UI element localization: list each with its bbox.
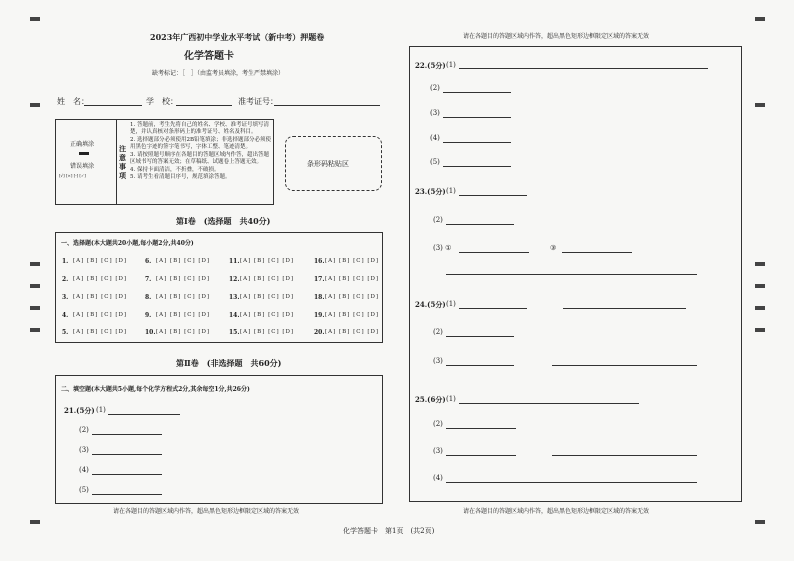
q21-part-2-blank[interactable] bbox=[92, 434, 162, 435]
q25-part-3a-blank[interactable] bbox=[446, 455, 516, 456]
registration-mark bbox=[30, 520, 40, 524]
fill-in-box bbox=[55, 375, 383, 504]
q21-part-5-label: (5) bbox=[79, 486, 89, 494]
choice-box bbox=[55, 232, 383, 343]
q25-part-3b-blank[interactable] bbox=[552, 455, 697, 456]
notes-list bbox=[130, 122, 272, 181]
q24-part-2-blank[interactable] bbox=[446, 336, 514, 337]
choice-options[interactable]: [A] [B] [C] [D] bbox=[156, 329, 211, 335]
q25-part-2-label: (2) bbox=[433, 420, 443, 428]
registration-mark bbox=[755, 262, 765, 266]
correct-fill-label: 正确填涂 bbox=[70, 141, 95, 148]
choice-options[interactable]: [A] [B] [C] [D] bbox=[325, 294, 380, 300]
q21-part-4-label: (4) bbox=[79, 466, 89, 474]
notes-side-label: 注意事项 bbox=[119, 144, 126, 181]
q22-part-2-label: (2) bbox=[430, 84, 440, 92]
exam-number-field[interactable] bbox=[274, 105, 380, 106]
choice-options[interactable]: [A] [B] [C] [D] bbox=[156, 312, 211, 318]
school-field[interactable] bbox=[176, 105, 232, 106]
exam-number-label: 准考证号： bbox=[238, 97, 278, 106]
choice-question-number: 7. bbox=[145, 276, 152, 283]
q22-part-4-label: (4) bbox=[430, 134, 440, 142]
q25-part-4-label: (4) bbox=[433, 474, 443, 482]
q23-part-2-label: (2) bbox=[433, 216, 443, 224]
registration-mark bbox=[755, 17, 765, 21]
q24-part-3-label: (3) bbox=[433, 357, 443, 365]
choice-question-number: 18. bbox=[314, 294, 325, 301]
q23-part-1-blank[interactable] bbox=[459, 195, 527, 196]
choice-question-number: 15. bbox=[229, 329, 240, 336]
q21-part-3-label: (3) bbox=[79, 446, 89, 454]
q24-part-3a-blank[interactable] bbox=[446, 365, 514, 366]
choice-heading: 一、选择题(本大题共20小题,每小题2分,共40分) bbox=[61, 240, 194, 247]
choice-question-number: 20. bbox=[314, 329, 325, 336]
note-item: 2. 选择题部分必须使用2B铅笔填涂；非选择题部分必须使用黑色字迹的签字笔书写，字体工整、笔迹清楚。 bbox=[130, 136, 272, 151]
choice-question-number: 19. bbox=[314, 312, 325, 319]
section2-title: 第Ⅱ卷 (非选择题 共60分) bbox=[176, 358, 282, 368]
q25-part-4-blank[interactable] bbox=[446, 482, 697, 483]
q22-part-3-blank[interactable] bbox=[443, 117, 511, 118]
sheet-title: 化学答题卡 bbox=[184, 51, 234, 62]
absent-mark-label: 缺考标记：［ ］（由监考员填涂，考生严禁填涂） bbox=[152, 70, 285, 77]
page-footer: 化学答题卡 第1页 (共2页) bbox=[343, 527, 435, 535]
choice-question-number: 6. bbox=[145, 258, 152, 265]
registration-mark bbox=[30, 284, 40, 288]
school-label: 学 校： bbox=[146, 97, 178, 106]
q22-part-5-blank[interactable] bbox=[443, 166, 511, 167]
right-top-warning: 请在各题目的答题区域内作答，超出黑色矩形边框限定区域的答案无效 bbox=[463, 33, 650, 40]
choice-question-number: 17. bbox=[314, 276, 325, 283]
choice-options[interactable]: [A] [B] [C] [D] bbox=[73, 276, 128, 282]
choice-options[interactable]: [A] [B] [C] [D] bbox=[240, 329, 295, 335]
choice-options[interactable]: [A] [B] [C] [D] bbox=[156, 258, 211, 264]
note-item: 4. 保持卡面清洁，不折叠，不破损。 bbox=[130, 166, 220, 173]
q21-part-2-label: (2) bbox=[79, 426, 89, 434]
registration-mark bbox=[30, 17, 40, 21]
choice-question-number: 2. bbox=[62, 276, 69, 283]
registration-mark bbox=[755, 306, 765, 310]
left-warning: 请在各题目的答题区域内作答，超出黑色矩形边框限定区域的答案无效 bbox=[113, 508, 300, 515]
choice-options[interactable]: [A] [B] [C] [D] bbox=[325, 258, 380, 264]
correct-fill-sample bbox=[79, 152, 89, 155]
q24-part-3b-blank[interactable] bbox=[552, 365, 697, 366]
name-field[interactable] bbox=[84, 105, 142, 106]
q23-part-3-label: (3) ① bbox=[433, 244, 452, 252]
note-item: 5. 请考生看清题目序号，规范填涂答题。 bbox=[130, 173, 231, 180]
registration-mark bbox=[30, 328, 40, 332]
note-item: 1. 答题前，考生先将自己的姓名、学校、准考证号填写清楚，并认真核对条形码上的准考证号、姓名及科目。 bbox=[130, 122, 269, 136]
q24-part-1a-blank[interactable] bbox=[459, 308, 527, 309]
q23-part-2-blank[interactable] bbox=[446, 224, 514, 225]
choice-options[interactable]: [A] [B] [C] [D] bbox=[73, 258, 128, 264]
barcode-label: 条形码粘贴区 bbox=[307, 160, 349, 168]
choice-options[interactable]: [A] [B] [C] [D] bbox=[73, 312, 128, 318]
q23-part-1-label: (1) bbox=[446, 187, 456, 195]
choice-options[interactable]: [A] [B] [C] [D] bbox=[73, 294, 128, 300]
q22-part-1-label: (1) bbox=[446, 61, 456, 69]
q24-label: 24.(5分) bbox=[415, 300, 446, 309]
choice-options[interactable]: [A] [B] [C] [D] bbox=[325, 312, 380, 318]
choice-question-number: 11. bbox=[229, 258, 240, 265]
exam-title: 2023年广西初中学业水平考试（新中考）押题卷 bbox=[150, 32, 325, 42]
choice-question-number: 10. bbox=[145, 329, 156, 336]
choice-question-number: 1. bbox=[62, 258, 69, 265]
choice-options[interactable]: [A] [B] [C] [D] bbox=[240, 294, 295, 300]
choice-options[interactable]: [A] [B] [C] [D] bbox=[325, 329, 380, 335]
choice-question-number: 4. bbox=[62, 312, 69, 319]
q22-part-1-blank[interactable] bbox=[459, 68, 708, 69]
choice-question-number: 16. bbox=[314, 258, 325, 265]
choice-options[interactable]: [A] [B] [C] [D] bbox=[325, 276, 380, 282]
registration-mark bbox=[755, 103, 765, 107]
registration-mark bbox=[30, 262, 40, 266]
q21-part-5-blank[interactable] bbox=[92, 494, 162, 495]
q23-part-3a-blank[interactable] bbox=[459, 252, 529, 253]
registration-mark bbox=[755, 284, 765, 288]
choice-question-number: 3. bbox=[62, 294, 69, 301]
registration-mark bbox=[755, 520, 765, 524]
choice-options[interactable]: [A] [B] [C] [D] bbox=[156, 294, 211, 300]
q23-label: 23.(5分) bbox=[415, 187, 446, 196]
choice-question-number: 14. bbox=[229, 312, 240, 319]
q21-label: 21.(5分) bbox=[64, 406, 95, 415]
q22-part-5-label: (5) bbox=[430, 158, 440, 166]
fill-in-heading: 二、填空题(本大题共5小题,每个化学方程式2分,其余每空1分,共26分) bbox=[61, 386, 250, 393]
choice-question-number: 9. bbox=[145, 312, 152, 319]
q24-part-1-label: (1) bbox=[446, 300, 456, 308]
choice-options[interactable]: [A] [B] [C] [D] bbox=[156, 276, 211, 282]
wrong-fill-label: 错误填涂 bbox=[70, 163, 95, 170]
q25-label: 25.(6分) bbox=[415, 395, 446, 404]
q23-part-3b-label: ③ bbox=[550, 244, 557, 252]
choice-options[interactable]: [A] [B] [C] [D] bbox=[240, 276, 295, 282]
q21-part-4-blank[interactable] bbox=[92, 474, 162, 475]
wrong-fill-samples: [√] [×] [-] [✓] bbox=[59, 173, 86, 178]
choice-question-number: 13. bbox=[229, 294, 240, 301]
q21-part-1-blank[interactable] bbox=[108, 414, 180, 415]
registration-mark bbox=[30, 306, 40, 310]
registration-mark bbox=[755, 328, 765, 332]
q23-part-3b-blank[interactable] bbox=[562, 252, 632, 253]
q25-part-1-blank[interactable] bbox=[459, 403, 639, 404]
choice-options[interactable]: [A] [B] [C] [D] bbox=[240, 258, 295, 264]
q24-part-2-label: (2) bbox=[433, 328, 443, 336]
q22-part-3-label: (3) bbox=[430, 109, 440, 117]
q25-part-3-label: (3) bbox=[433, 447, 443, 455]
section1-title: 第Ⅰ卷 (选择题 共40分) bbox=[176, 216, 271, 226]
choice-question-number: 8. bbox=[145, 294, 152, 301]
name-label: 姓 名： bbox=[57, 97, 89, 106]
choice-options[interactable]: [A] [B] [C] [D] bbox=[73, 329, 128, 335]
q25-part-1-label: (1) bbox=[446, 395, 456, 403]
right-bottom-warning: 请在各题目的答题区域内作答，超出黑色矩形边框限定区域的答案无效 bbox=[463, 508, 650, 515]
q25-part-2-blank[interactable] bbox=[446, 428, 516, 429]
choice-options[interactable]: [A] [B] [C] [D] bbox=[240, 312, 295, 318]
q24-part-1b-blank[interactable] bbox=[563, 308, 686, 309]
q22-label: 22.(5分) bbox=[415, 61, 446, 70]
fill-example-divider bbox=[116, 119, 117, 205]
choice-question-number: 12. bbox=[229, 276, 240, 283]
choice-question-number: 5. bbox=[62, 329, 69, 336]
q22-part-2-blank[interactable] bbox=[443, 92, 511, 93]
note-item: 3. 请按照题号顺序在各题目的答题区域内作答，超出答题区域书写的答案无效；在草稿纸、试题卷上答题无效。 bbox=[130, 151, 269, 166]
q23-extra-blank[interactable] bbox=[446, 274, 697, 275]
registration-mark bbox=[30, 103, 40, 107]
q21-part-3-blank[interactable] bbox=[92, 454, 162, 455]
q22-part-4-blank[interactable] bbox=[443, 142, 511, 143]
q21-part-1-label: (1) bbox=[96, 406, 106, 414]
